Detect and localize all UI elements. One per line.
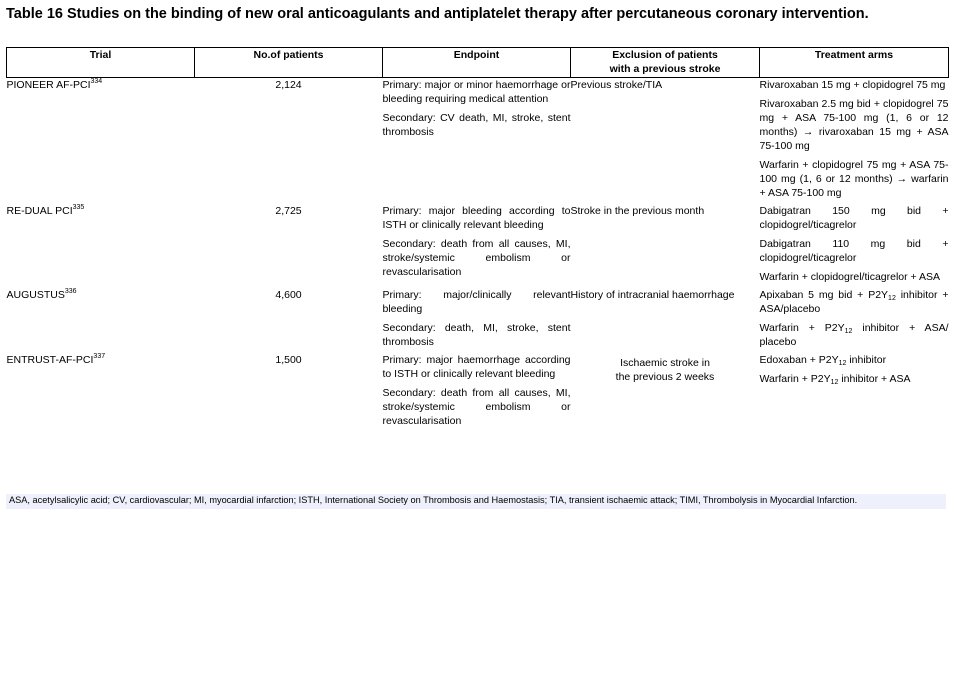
endpoint-cell <box>383 288 571 353</box>
header-exclusion-line1: Exclusion of patients <box>612 49 718 61</box>
exclusion-line2: the previous 2 weeks <box>615 371 715 383</box>
arms-cell <box>760 353 949 432</box>
table-row <box>7 204 949 288</box>
treatment-arm: Rivaroxaban 15 mg + clopidogrel 75 mg <box>759 79 946 91</box>
treatment-arm: Warfarin + $P2Y_{12}$ inhibitor + ASA/ placebo <box>759 322 949 348</box>
treatment-arm: Edoxaban + $P2Y_{12}$ inhibitor <box>759 354 887 367</box>
table-row <box>7 288 949 353</box>
reference-number: 335 <box>72 204 85 211</box>
secondary-endpoint: Secondary: death from all causes, MI, stroke/systemic embolism or revascularisation <box>382 238 571 278</box>
treatment-arm: Warfarin + clopidogrel/ticagrelor + ASA <box>759 271 941 283</box>
exclusion-cell: Stroke in the previous month <box>570 205 705 217</box>
primary-endpoint: Primary: major bleeding according to ISTH or clinically relevant bleeding <box>382 205 571 231</box>
exclusion-line1: Ischaemic stroke in <box>620 357 710 369</box>
treatment-arm: Apixaban 5 mg bid + $P2Y_{12}$ inhibitor + ASA/placebo <box>759 289 949 315</box>
reference-number: 334 <box>90 78 103 85</box>
primary-endpoint: Primary: major/clinically relevant bleeding <box>382 289 571 315</box>
table-footnote: ASA, acetylsalicylic acid; CV, cardiovascular; MI, myocardial infarction; ISTH, International Society on Thrombosis and Haemostasis; TIA, transient ischaemic attack; TIMI, Thrombolysis in Myocardial Infarction. <box>6 494 946 509</box>
trial-name: AUGUSTUS <box>6 289 65 301</box>
trial-cell <box>7 78 195 205</box>
treatment-arm: Dabigatran 150 mg bid + clopidogrel/ticagrelor <box>759 205 949 231</box>
reference-number: 336 <box>64 288 77 295</box>
trial-name: ENTRUST-AF-PCI <box>6 354 94 366</box>
table-header-row <box>7 48 949 78</box>
exclusion-cell <box>571 353 760 432</box>
endpoint-cell <box>383 204 571 288</box>
secondary-endpoint: Secondary: CV death, MI, stroke, stent thrombosis <box>382 112 571 138</box>
header-trial: Trial <box>7 48 195 78</box>
trial-name: PIONEER AF-PCI <box>6 79 91 91</box>
arms-cell <box>760 78 949 205</box>
exclusion-cell: Previous stroke/TIA <box>570 79 663 91</box>
subscript-text: 12 <box>838 360 847 367</box>
subscript-text: 12 <box>888 295 896 302</box>
exclusion-cell: History of intracranial haemorrhage <box>570 289 735 301</box>
header-arms: Treatment arms <box>760 48 949 78</box>
header-endpoint: Endpoint <box>383 48 571 78</box>
patients-cell: 2,725 <box>275 205 302 217</box>
patients-cell: 4,600 <box>275 289 302 301</box>
endpoint-cell <box>383 78 571 205</box>
table-row <box>7 78 949 205</box>
patients-cell: 2,124 <box>275 79 302 91</box>
treatment-arm: Warfarin + clopidogrel 75 mg + ASA 75-100 mg (1, 6 or 12 months) → warfarin + ASA 75-100 mg <box>759 159 949 199</box>
patients-cell: 1,500 <box>275 354 302 366</box>
reference-number: 337 <box>93 353 106 360</box>
arms-cell <box>760 288 949 353</box>
secondary-endpoint: Secondary: death, MI, stroke, stent thrombosis <box>382 322 571 348</box>
trial-name: RE-DUAL PCI <box>6 205 73 217</box>
arms-cell <box>760 204 949 288</box>
table-title: Table 16 Studies on the binding of new oral anticoagulants and antiplatelet therapy after percutaneous coronary intervention. <box>6 6 869 22</box>
primary-endpoint: Primary: major haemorrhage according to ISTH or clinically relevant bleeding <box>382 354 571 380</box>
table-row <box>7 353 949 432</box>
treatment-arm: Dabigatran 110 mg bid + clopidogrel/ticagrelor <box>759 238 949 264</box>
trial-cell <box>7 204 195 288</box>
treatment-arm: Rivaroxaban 2.5 mg bid + clopidogrel 75 mg + ASA 75-100 mg (1, 6 or 12 months) → rivaroxaban 15 mg + ASA 75-100 mg <box>759 98 949 152</box>
trial-cell <box>7 288 195 353</box>
header-patients: No.of patients <box>195 48 383 78</box>
endpoint-cell <box>383 353 571 432</box>
subscript-text: 12 <box>844 328 853 335</box>
treatment-arm: Warfarin + $P2Y_{12}$ inhibitor + ASA <box>759 373 911 386</box>
primary-endpoint: Primary: major or minor haemorrhage or bleeding requiring medical attention <box>382 79 571 105</box>
header-exclusion <box>571 48 760 78</box>
trial-cell <box>7 353 195 432</box>
secondary-endpoint: Secondary: death from all causes, MI, stroke/systemic embolism or revascularisation <box>382 387 571 427</box>
subscript-text: 12 <box>830 379 839 386</box>
header-exclusion-line2: with a previous stroke <box>609 63 721 75</box>
studies-table <box>6 47 949 432</box>
